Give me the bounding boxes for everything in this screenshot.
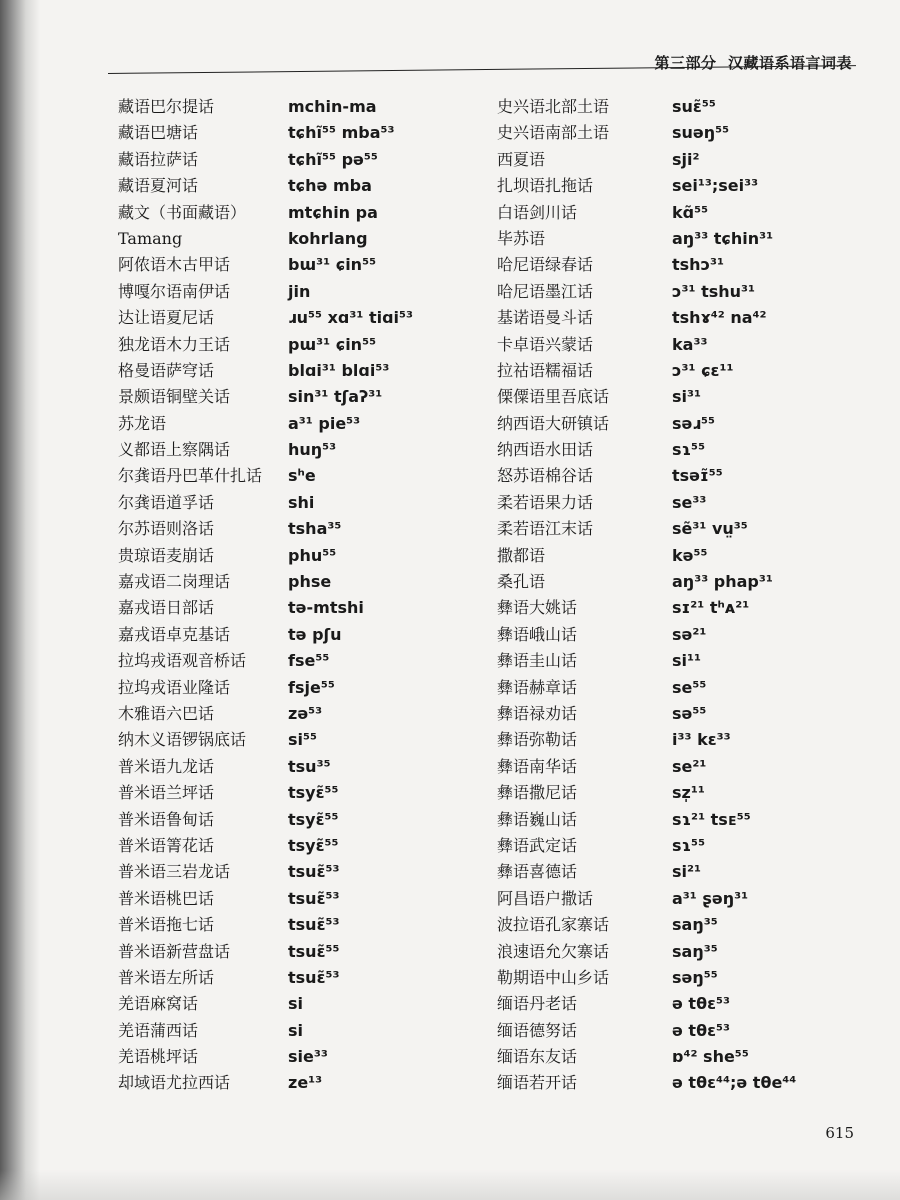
language-name: 缅语若开话	[497, 1073, 578, 1093]
word-entry-row	[497, 595, 897, 621]
word-entry-row	[497, 94, 897, 120]
word-form: kohrlang	[288, 228, 368, 248]
language-name: 傈僳语里吾底话	[497, 387, 610, 407]
word-form: zə⁵³	[288, 703, 323, 723]
language-name: 拉坞戎语业隆话	[118, 677, 231, 697]
word-form: tsəɪ̃⁵⁵	[672, 466, 723, 486]
word-form: sə²¹	[672, 624, 707, 644]
language-name: 贵琼语麦崩话	[118, 545, 215, 565]
word-form: a³¹ ʂəŋ³¹	[672, 888, 749, 908]
language-name: 纳木义语锣锅底话	[118, 730, 247, 750]
language-name: 普米语左所话	[118, 967, 215, 987]
language-name: 普米语兰坪话	[118, 783, 215, 803]
language-name: 缅语丹老话	[497, 994, 578, 1014]
language-name: 义都语上察隅话	[118, 440, 231, 460]
word-entry-row	[118, 939, 518, 965]
word-entry-row	[497, 1018, 897, 1044]
word-entry-row	[118, 437, 518, 463]
word-form: ə tθɛ⁵³	[672, 1020, 730, 1040]
language-name: 格曼语萨穹话	[118, 360, 215, 380]
language-name: 藏语巴塘话	[118, 123, 199, 143]
word-form: tshɔ³¹	[672, 255, 725, 275]
word-entry-row	[497, 543, 897, 569]
word-form: mchin-ma	[288, 97, 377, 116]
language-name: 苏龙语	[118, 413, 167, 433]
word-form: səɹ⁵⁵	[672, 413, 715, 433]
right-word-column	[497, 94, 897, 1097]
word-entry-row	[118, 358, 518, 384]
word-form: mtɕhin pa	[288, 202, 378, 222]
word-entry-row	[497, 727, 897, 753]
word-form: si	[288, 994, 304, 1014]
word-entry-row	[118, 226, 518, 252]
language-name: 彝语南华话	[497, 756, 578, 776]
word-entry-row	[497, 754, 897, 780]
word-entry-row	[497, 173, 897, 199]
word-entry-row	[118, 279, 518, 305]
language-name: 景颇语铜壁关话	[118, 387, 231, 407]
language-name: 阿侬语木古甲话	[118, 255, 231, 275]
language-name: 白语剑川话	[497, 202, 578, 222]
word-entry-row	[118, 305, 518, 331]
word-form: se³³	[672, 492, 707, 512]
language-name: 尔龚语丹巴革什扎话	[118, 466, 263, 486]
language-name: 怒苏语棉谷话	[497, 466, 594, 486]
language-name: 羌语麻窝话	[118, 994, 199, 1014]
word-form: tsyɛ̃⁵⁵	[288, 835, 339, 855]
word-form: i³³ kɛ³³	[672, 730, 731, 750]
word-form: aŋ³³ phap³¹	[672, 572, 773, 592]
language-name: 哈尼语绿春话	[497, 255, 594, 275]
word-form: tsuɛ̃⁵³	[288, 862, 340, 882]
word-form: tɕhĩ⁵⁵ mba⁵³	[288, 123, 395, 143]
language-name: 彝语禄劝话	[497, 703, 578, 723]
language-name: 基诺语曼斗话	[497, 308, 594, 328]
language-name: 史兴语南部土语	[497, 123, 610, 143]
language-name: 藏语巴尔提话	[118, 97, 215, 116]
word-form: ə tθɛ⁴⁴;ə tθe⁴⁴	[672, 1073, 797, 1093]
language-name: 尔苏语则洛话	[118, 519, 215, 539]
word-entry-row	[497, 833, 897, 859]
word-entry-row	[497, 463, 897, 489]
language-name: 彝语圭山话	[497, 651, 578, 671]
word-form: a³¹ pie⁵³	[288, 413, 361, 433]
word-entry-row	[118, 991, 518, 1017]
word-entry-row	[497, 675, 897, 701]
word-entry-row	[118, 463, 518, 489]
language-name: 阿昌语户撒话	[497, 888, 594, 908]
word-entry-row	[118, 1044, 518, 1070]
word-entry-row	[118, 200, 518, 226]
word-form: sə⁵⁵	[672, 703, 707, 723]
word-entry-row	[118, 516, 518, 542]
word-entry-row	[497, 516, 897, 542]
language-name: 拉祜语糯福话	[497, 360, 594, 380]
word-entry-row	[497, 120, 897, 146]
word-form: si¹¹	[672, 651, 702, 671]
word-form: kə⁵⁵	[672, 545, 708, 565]
word-entry-row	[497, 279, 897, 305]
word-form: blɑi³¹ blɑi⁵³	[288, 360, 390, 380]
word-entry-row	[118, 1070, 518, 1096]
word-form: tə pʃu	[288, 624, 342, 644]
word-entry-row	[497, 200, 897, 226]
word-entry-row	[118, 332, 518, 358]
word-entry-row	[497, 886, 897, 912]
word-entry-row	[118, 727, 518, 753]
word-entry-row	[497, 912, 897, 938]
language-name: 西夏语	[497, 149, 546, 169]
word-form: si³¹	[672, 387, 702, 407]
language-name: 彝语巍山话	[497, 809, 578, 829]
word-form: sɿ⁵⁵	[672, 835, 706, 855]
word-entry-row	[497, 147, 897, 173]
language-name: 彝语弥勒话	[497, 730, 578, 750]
language-name: 彝语峨山话	[497, 624, 578, 644]
word-entry-row	[497, 332, 897, 358]
word-entry-row	[118, 384, 518, 410]
word-entry-row	[118, 120, 518, 146]
word-form: sɪ²¹ tʰᴀ²¹	[672, 598, 750, 618]
word-form: aŋ³³ tɕhin³¹	[672, 228, 774, 248]
word-entry-row	[118, 780, 518, 806]
word-entry-row	[497, 384, 897, 410]
word-form: sie³³	[288, 1047, 328, 1067]
word-entry-row	[118, 675, 518, 701]
word-form: si⁵⁵	[288, 730, 318, 750]
language-name: 缅语德努话	[497, 1020, 578, 1040]
word-form: ɔ³¹ ɕɛ¹¹	[672, 360, 734, 380]
language-name: 嘉戎语日部话	[118, 598, 215, 618]
left-word-column	[118, 94, 518, 1097]
word-entry-row	[118, 1018, 518, 1044]
language-name: 达让语夏尼话	[118, 308, 215, 328]
word-form: sɿ²¹ tsᴇ⁵⁵	[672, 809, 751, 829]
word-form: pɯ³¹ ɕin⁵⁵	[288, 334, 377, 354]
word-form: suɛ̃⁵⁵	[672, 97, 716, 116]
word-form: sẽ³¹ vṳ³⁵	[672, 519, 748, 539]
word-entry-row	[118, 543, 518, 569]
language-name: 彝语喜德话	[497, 862, 578, 882]
language-name: 普米语箐花话	[118, 835, 215, 855]
language-name: 藏文（书面藏语）	[118, 202, 247, 222]
language-name: 勒期语中山乡话	[497, 967, 610, 987]
language-name: 史兴语北部土语	[497, 97, 610, 116]
word-form: si²¹	[672, 862, 702, 882]
language-name: 彝语撒尼话	[497, 783, 578, 803]
language-name: 普米语桃巴话	[118, 888, 215, 908]
word-entry-row	[118, 965, 518, 991]
word-entry-row	[118, 411, 518, 437]
language-name: 柔若语果力话	[497, 492, 594, 512]
language-name: 哈尼语墨江话	[497, 281, 594, 301]
word-entry-row	[497, 358, 897, 384]
language-name: 藏语拉萨话	[118, 149, 199, 169]
word-entry-row	[497, 569, 897, 595]
word-entry-row	[497, 780, 897, 806]
word-form: ka³³	[672, 334, 708, 354]
word-form: phse	[288, 572, 332, 592]
word-entry-row	[497, 490, 897, 516]
running-header	[655, 52, 852, 73]
language-name: 普米语三岩龙话	[118, 862, 231, 882]
word-entry-row	[497, 859, 897, 885]
word-entry-row	[118, 94, 518, 120]
page-gutter-shadow	[0, 0, 40, 1200]
language-name: 撒都语	[497, 545, 546, 565]
word-entry-row	[118, 859, 518, 885]
language-name: 独龙语木力王话	[118, 334, 231, 354]
word-form: tsuɛ̃⁵⁵	[288, 941, 340, 961]
word-form: səŋ⁵⁵	[672, 967, 718, 987]
language-name: 扎坝语扎拖话	[497, 176, 594, 196]
word-entry-row	[497, 226, 897, 252]
word-form: se²¹	[672, 756, 707, 776]
language-name: Tamang	[118, 228, 183, 248]
word-entry-row	[497, 411, 897, 437]
language-name: 彝语大姚话	[497, 598, 578, 618]
word-entry-row	[118, 490, 518, 516]
word-entry-row	[497, 991, 897, 1017]
word-entry-row	[497, 252, 897, 278]
language-name: 彝语武定话	[497, 835, 578, 855]
word-form: huŋ⁵³	[288, 440, 337, 460]
language-name: 毕苏语	[497, 228, 546, 248]
language-name: 普米语九龙话	[118, 756, 215, 776]
word-entry-row	[118, 833, 518, 859]
word-form: tsuɛ̃⁵³	[288, 888, 340, 908]
language-name: 木雅语六巴话	[118, 703, 215, 723]
language-name: 嘉戎语二岗理话	[118, 572, 231, 592]
word-entry-row	[118, 595, 518, 621]
language-name: 却域语尤拉西话	[118, 1073, 231, 1093]
word-entry-row	[497, 807, 897, 833]
word-entry-row	[118, 622, 518, 648]
word-entry-row	[497, 437, 897, 463]
language-name: 拉坞戎语观音桥话	[118, 651, 247, 671]
word-entry-row	[497, 648, 897, 674]
word-entry-row	[118, 912, 518, 938]
word-entry-row	[497, 701, 897, 727]
word-form: tsuɛ̃⁵³	[288, 915, 340, 935]
word-form: saŋ³⁵	[672, 915, 718, 935]
word-entry-row	[497, 1070, 897, 1096]
word-form: sei¹³;sei³³	[672, 176, 759, 196]
header-section: 第三部分	[654, 54, 717, 72]
language-name: 桑孔语	[497, 572, 546, 592]
word-form: fsje⁵⁵	[288, 677, 335, 697]
language-name: 藏语夏河话	[118, 176, 199, 196]
header-title: 汉藏语系语言词表	[727, 54, 852, 72]
word-form: se⁵⁵	[672, 677, 707, 697]
word-form: bɯ³¹ ɕin⁵⁵	[288, 255, 377, 275]
word-form: ɔ³¹ tshu³¹	[672, 281, 756, 301]
language-name: 波拉语孔家寨话	[497, 915, 610, 935]
word-form: tɕhĩ⁵⁵ pə⁵⁵	[288, 149, 378, 169]
language-name: 浪速语允欠寨话	[497, 941, 610, 961]
word-form: sin³¹ tʃaʔ³¹	[288, 387, 383, 407]
word-entry-row	[118, 173, 518, 199]
language-name: 博嘎尔语南伊话	[118, 281, 231, 301]
word-entry-row	[497, 305, 897, 331]
word-entry-row	[118, 147, 518, 173]
word-entry-row	[497, 965, 897, 991]
word-form: sz̩¹¹	[672, 783, 705, 803]
page-number: 615	[825, 1124, 854, 1142]
language-name: 卡卓语兴蒙话	[497, 334, 594, 354]
word-form: ə tθɛ⁵³	[672, 994, 730, 1014]
word-form: sji²	[672, 149, 700, 169]
word-form: tə-mtshi	[288, 598, 364, 618]
word-form: saŋ³⁵	[672, 941, 718, 961]
word-form: tsuɛ̃⁵³	[288, 967, 340, 987]
word-entry-row	[118, 252, 518, 278]
word-form: tsyɛ̃⁵⁵	[288, 809, 339, 829]
language-name: 缅语东友话	[497, 1047, 578, 1067]
word-form: sʰe	[288, 466, 316, 486]
word-entry-row	[118, 754, 518, 780]
word-form: sɿ⁵⁵	[672, 440, 706, 460]
language-name: 普米语鲁甸话	[118, 809, 215, 829]
word-form: phu⁵⁵	[288, 545, 337, 565]
language-name: 普米语新营盘话	[118, 941, 231, 961]
word-entry-row	[118, 886, 518, 912]
word-entry-row	[497, 1044, 897, 1070]
language-name: 纳西语大研镇话	[497, 413, 610, 433]
language-name: 嘉戎语卓克基话	[118, 624, 231, 644]
word-form: kɑ̃⁵⁵	[672, 202, 709, 222]
word-form: si	[288, 1020, 304, 1040]
page-bottom-shadow	[0, 1170, 900, 1200]
word-form: tsha³⁵	[288, 519, 342, 539]
word-entry-row	[118, 648, 518, 674]
word-form: tɕhə mba	[288, 176, 372, 196]
word-form: tshɤ⁴² na⁴²	[672, 308, 767, 328]
language-name: 羌语蒲西话	[118, 1020, 199, 1040]
word-entry-row	[497, 939, 897, 965]
word-form: shi	[288, 492, 315, 512]
language-name: 普米语拖七话	[118, 915, 215, 935]
word-form: fse⁵⁵	[288, 651, 330, 671]
word-form: tsu³⁵	[288, 756, 331, 776]
language-name: 柔若语江末话	[497, 519, 594, 539]
word-form: ɹu⁵⁵ xɑ³¹ tiɑi⁵³	[288, 308, 414, 328]
language-name: 纳西语水田话	[497, 440, 594, 460]
word-form: tsyɛ̃⁵⁵	[288, 783, 339, 803]
word-form: suəŋ⁵⁵	[672, 123, 730, 143]
word-entry-row	[118, 569, 518, 595]
word-entry-row	[497, 622, 897, 648]
word-form: ze¹³	[288, 1073, 323, 1093]
word-form: jin	[288, 281, 311, 301]
language-name: 羌语桃坪话	[118, 1047, 199, 1067]
word-entry-row	[118, 701, 518, 727]
language-name: 彝语赫章话	[497, 677, 578, 697]
language-name: 尔龚语道孚话	[118, 492, 215, 512]
word-entry-row	[118, 807, 518, 833]
word-form: ɒ⁴² she⁵⁵	[672, 1047, 749, 1067]
